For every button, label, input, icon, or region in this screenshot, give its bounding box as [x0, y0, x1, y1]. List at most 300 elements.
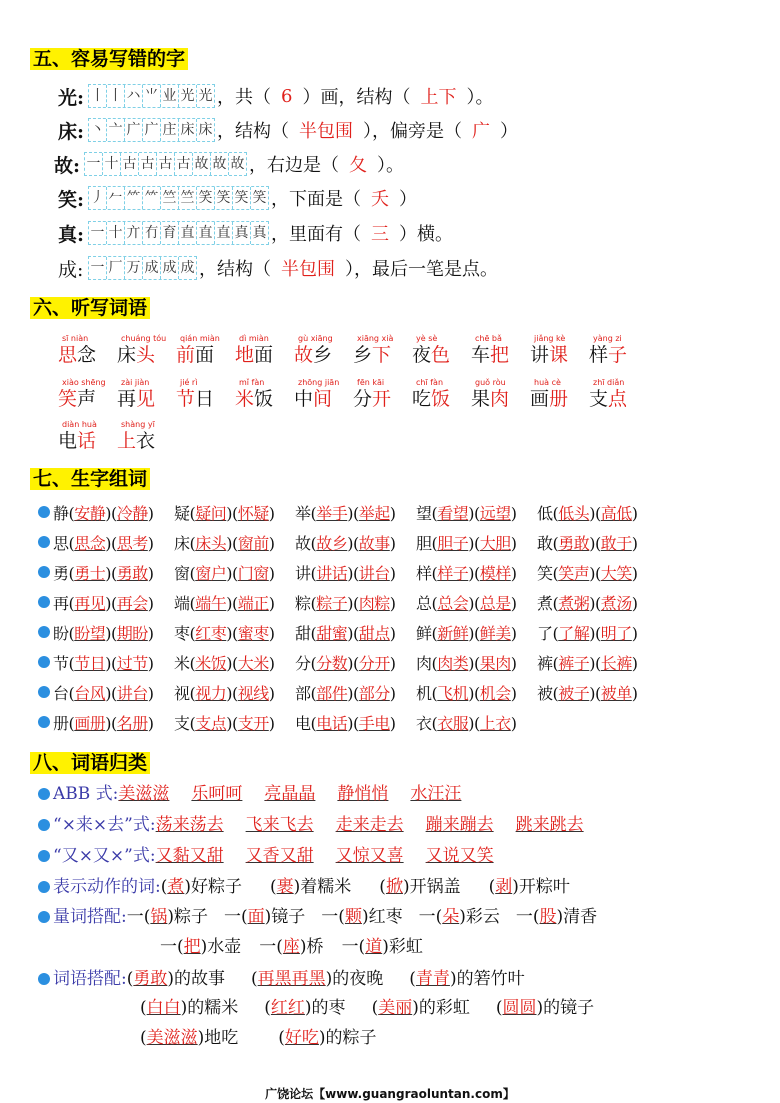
pair-text: (: [140, 998, 147, 1018]
group-paren: )(: [589, 563, 601, 583]
group-word: 肉粽: [358, 593, 390, 613]
stroke-step: 光: [179, 85, 197, 107]
stroke-order-boxes: [88, 221, 269, 245]
word-char: 支: [589, 388, 609, 410]
word-text: [412, 388, 471, 410]
group-paren: )(: [468, 503, 480, 523]
pair-answer: 煮: [167, 877, 185, 897]
category-line: [140, 1023, 377, 1051]
pair-text: 一(: [341, 937, 366, 957]
word-char: 思: [58, 344, 78, 366]
stroke-step: 厂: [107, 257, 125, 279]
bullet-dot-icon: [38, 850, 50, 862]
group-paren: ): [510, 683, 517, 703]
stroke-step: 丨: [107, 85, 125, 107]
stroke-step: 故: [211, 153, 229, 175]
group-row: [38, 528, 658, 556]
group-row: [38, 588, 658, 616]
pair-text: (: [264, 998, 271, 1018]
pair-item: [270, 877, 351, 897]
word-char: 念: [77, 344, 97, 366]
group-word: 机会: [479, 683, 511, 703]
pair-answer: 把: [183, 937, 201, 957]
group-paren: ): [389, 683, 396, 703]
pinyin: zhī diǎn: [593, 378, 625, 387]
word-char: 中: [294, 388, 314, 410]
pair-text: 一(: [160, 937, 184, 957]
group-paren: )(: [226, 503, 238, 523]
group-paren: (: [431, 503, 438, 523]
group-paren: )(: [105, 533, 117, 553]
stroke-step: 万: [125, 257, 143, 279]
bullet-dot-icon: [38, 686, 50, 698]
stroke-step: 丿: [89, 187, 107, 209]
word-text: [58, 430, 117, 452]
group-row: [38, 648, 658, 676]
group-word: 煮粥: [558, 593, 590, 613]
stroke-answer: 夂: [349, 155, 367, 176]
group-paren: (: [431, 683, 438, 703]
group-paren: ): [389, 653, 396, 673]
group-word: 支开: [237, 713, 269, 733]
group-paren: )(: [589, 503, 601, 523]
group-paren: (: [552, 683, 559, 703]
group-item: [174, 711, 295, 734]
group-word: 再会: [116, 593, 148, 613]
word-char: 头: [136, 344, 156, 366]
group-word: 节日: [74, 653, 106, 673]
group-paren: )(: [226, 623, 238, 643]
stroke-step: 光: [198, 88, 213, 104]
pinyin: shàng yī: [121, 420, 155, 429]
dictation-word: [412, 334, 471, 366]
group-item: [174, 501, 295, 524]
category-word: 又惊又喜: [335, 846, 404, 866]
word-char: 夜: [412, 344, 432, 366]
stroke-order-boxes: [88, 118, 215, 142]
group-paren: (: [68, 623, 75, 643]
group-item: [537, 531, 658, 554]
group-row: [38, 678, 658, 706]
group-char: 裤: [537, 653, 553, 673]
pair-answer: 颗: [344, 907, 362, 927]
pair-item: [409, 969, 524, 989]
group-item: [53, 591, 174, 614]
stroke-step: 𠂉: [107, 187, 125, 209]
stroke-text: ，右边是（: [249, 155, 339, 176]
pair-text: 一(: [321, 907, 345, 927]
word-text: [117, 344, 176, 366]
stroke-step: 一: [89, 257, 107, 279]
pinyin: jié rì: [180, 378, 198, 387]
stroke-step: 一: [89, 222, 107, 244]
pair-text: )的枣: [304, 998, 346, 1018]
pair-text: (: [379, 877, 386, 897]
bullet-dot-icon: [38, 536, 50, 548]
category-word: 蹦来蹦去: [425, 815, 494, 835]
stroke-text: ）。: [466, 87, 494, 108]
word-char: 车: [471, 344, 491, 366]
stroke-step: 十: [103, 153, 121, 175]
group-paren: ): [389, 713, 396, 733]
group-char: 衣: [416, 713, 432, 733]
group-word: 分开: [358, 653, 390, 673]
word-char: 笑: [58, 388, 78, 410]
pair-text: )红枣: [361, 907, 403, 927]
group-paren: ): [147, 533, 154, 553]
stroke-step: 丨: [89, 85, 107, 107]
dictation-row: [58, 378, 648, 410]
stroke-order-boxes: [84, 152, 247, 176]
dictation-word: [412, 378, 471, 410]
word-char: 床: [117, 344, 137, 366]
group-paren: ): [389, 623, 396, 643]
group-word: 门窗: [237, 563, 269, 583]
group-char: 被: [537, 683, 553, 703]
group-item: [295, 651, 416, 674]
dictation-word: [530, 378, 589, 410]
group-paren: (: [68, 683, 75, 703]
group-word: 总会: [437, 593, 469, 613]
group-word: 冷静: [116, 503, 148, 523]
word-char: 米: [235, 388, 255, 410]
group-word: 明了: [600, 623, 632, 643]
group-word: 期盼: [116, 623, 148, 643]
stroke-text: ），偏旁是（: [363, 121, 462, 142]
stroke-text: ）: [500, 121, 518, 142]
stroke-row: [58, 217, 453, 249]
category-line: [38, 872, 570, 900]
group-char: 疑: [174, 503, 190, 523]
pair-item: [140, 1028, 238, 1048]
stroke-step: 古: [139, 153, 157, 175]
category-word: 水汪汪: [410, 784, 462, 804]
pair-answer: 红红: [270, 998, 305, 1018]
group-paren: (: [189, 653, 196, 673]
category-label: “×来×去”式:: [53, 815, 156, 835]
group-char: 分: [295, 653, 311, 673]
word-char: 色: [431, 344, 451, 366]
pinyin: huà cè: [534, 378, 561, 387]
group-word: 总是: [479, 593, 511, 613]
group-item: [53, 561, 174, 584]
group-word: 飞机: [437, 683, 469, 703]
pair-text: 一(: [126, 907, 151, 927]
group-char: 电: [295, 713, 311, 733]
group-char: 讲: [295, 563, 311, 583]
group-paren: )(: [105, 683, 117, 703]
pair-answer: 圆圆: [502, 998, 537, 1018]
category-word: 跳来跳去: [515, 815, 584, 835]
word-char: 节: [176, 388, 196, 410]
dictation-word: [117, 334, 176, 366]
group-word: 果肉: [479, 653, 511, 673]
word-char: 点: [608, 388, 628, 410]
word-text: [471, 344, 530, 366]
word-char: 间: [313, 388, 333, 410]
dictation-word: [58, 334, 117, 366]
stroke-character: 故:: [54, 154, 81, 177]
group-item: [295, 531, 416, 554]
group-char: 端: [174, 593, 190, 613]
word-char: 衣: [136, 430, 156, 452]
pair-answer: 美丽: [378, 998, 413, 1018]
pinyin: xiāng xià: [357, 334, 394, 343]
group-paren: )(: [226, 683, 238, 703]
group-word: 支点: [195, 713, 227, 733]
word-text: [589, 388, 648, 410]
dictation-word: [117, 420, 176, 452]
word-char: 样: [589, 344, 609, 366]
group-paren: (: [310, 623, 317, 643]
pair-answer: 座: [282, 937, 300, 957]
group-paren: )(: [589, 623, 601, 643]
group-word: 端午: [195, 593, 227, 613]
stroke-step: 亠: [107, 119, 125, 141]
stroke-step: 真: [233, 222, 251, 244]
stroke-answer: 6: [281, 85, 293, 107]
stroke-step: ⺮: [143, 187, 161, 209]
group-word: 举起: [358, 503, 390, 523]
group-paren: )(: [347, 713, 359, 733]
group-paren: )(: [105, 653, 117, 673]
group-word: 米饭: [195, 653, 227, 673]
group-paren: ): [147, 563, 154, 583]
group-item: [295, 591, 416, 614]
pinyin: qián miàn: [180, 334, 220, 343]
group-paren: )(: [347, 563, 359, 583]
word-char: 电: [58, 430, 78, 452]
group-word: 再见: [74, 593, 106, 613]
group-char: 勇: [53, 563, 69, 583]
word-char: 吃: [412, 388, 432, 410]
stroke-character: 笑:: [58, 188, 85, 211]
group-paren: (: [431, 713, 438, 733]
group-item: [416, 681, 537, 704]
group-word: 远望: [479, 503, 511, 523]
group-item: [53, 501, 174, 524]
dictation-word: [589, 334, 648, 366]
pair-text: 一(: [224, 907, 248, 927]
group-paren: (: [431, 593, 438, 613]
group-word: 视力: [195, 683, 227, 703]
section-5-title: 五、容易写错的字: [30, 44, 188, 71]
group-paren: (: [552, 623, 559, 643]
group-paren: ): [389, 503, 396, 523]
pair-answer: 青青: [415, 969, 450, 989]
category-line: [38, 810, 584, 838]
stroke-step: 古: [121, 153, 139, 175]
group-paren: ): [510, 533, 517, 553]
stroke-row: [58, 182, 417, 214]
pinyin: sī niàn: [62, 334, 89, 343]
pinyin: guǒ ròu: [475, 378, 506, 387]
group-item: [537, 561, 658, 584]
group-item: [416, 591, 537, 614]
word-text: [530, 388, 589, 410]
dictation-word: [353, 378, 412, 410]
word-text: [471, 388, 530, 410]
pair-item: [278, 1028, 376, 1048]
group-paren: (: [431, 653, 438, 673]
stroke-row: [58, 252, 498, 284]
group-item: [416, 561, 537, 584]
group-paren: (: [310, 563, 317, 583]
group-paren: )(: [226, 533, 238, 553]
section-7-title: 七、生字组词: [30, 464, 150, 491]
group-item: [416, 711, 537, 734]
word-text: [58, 344, 117, 366]
stroke-step: 竺: [161, 187, 179, 209]
group-char: 总: [416, 593, 432, 613]
word-char: 面: [195, 344, 215, 366]
footer: 广饶论坛【www.guangraoluntan.com】: [265, 1087, 515, 1101]
group-paren: (: [552, 593, 559, 613]
group-paren: ): [268, 713, 275, 733]
pair-answer: 掀: [385, 877, 403, 897]
group-word: 安静: [74, 503, 106, 523]
stroke-step: 真: [252, 225, 267, 241]
pair-text: )的彩虹: [412, 998, 470, 1018]
bullet-dot-icon: [38, 973, 50, 985]
word-char: 故: [294, 344, 314, 366]
group-item: [174, 621, 295, 644]
group-word: 新鲜: [437, 623, 469, 643]
stroke-step: 竺: [179, 187, 197, 209]
group-item: [537, 681, 658, 704]
pair-item: [251, 969, 383, 989]
pinyin: chuáng tóu: [121, 334, 167, 343]
group-word: 看望: [437, 503, 469, 523]
group-paren: ): [268, 653, 275, 673]
group-paren: ): [510, 503, 517, 523]
pair-text: )的粽子: [318, 1028, 377, 1048]
category-word: 亮晶晶: [264, 784, 316, 804]
group-paren: )(: [226, 713, 238, 733]
group-paren: (: [68, 503, 75, 523]
stroke-order-boxes: [88, 84, 215, 108]
group-paren: ): [631, 593, 638, 613]
pair-item: [160, 937, 241, 957]
group-char: 再: [53, 593, 69, 613]
stroke-answer: 三: [371, 224, 389, 245]
group-paren: ): [389, 563, 396, 583]
group-paren: (: [431, 533, 438, 553]
group-paren: )(: [589, 533, 601, 553]
group-char: 故: [295, 533, 311, 553]
dictation-word: [58, 420, 117, 452]
stroke-step: 直: [215, 222, 233, 244]
group-word: 视线: [237, 683, 269, 703]
dictation-word: [294, 334, 353, 366]
category-word: 走来走去: [335, 815, 404, 835]
group-paren: )(: [468, 593, 480, 613]
group-item: [174, 651, 295, 674]
group-paren: ): [389, 593, 396, 613]
word-text: [589, 344, 648, 366]
pair-text: )开粽叶: [512, 877, 570, 897]
group-paren: ): [268, 683, 275, 703]
word-char: 开: [372, 388, 392, 410]
group-word: 窗前: [237, 533, 269, 553]
pair-answer: 朵: [442, 907, 460, 927]
group-word: 低头: [558, 503, 590, 523]
group-paren: (: [310, 713, 317, 733]
group-word: 怀疑: [237, 503, 269, 523]
bullet-dot-icon: [38, 506, 50, 518]
group-word: 讲话: [316, 563, 348, 583]
group-paren: ): [147, 593, 154, 613]
word-char: 果: [471, 388, 491, 410]
word-char: 讲: [530, 344, 550, 366]
group-paren: (: [68, 653, 75, 673]
word-char: 饭: [254, 388, 274, 410]
group-word: 模样: [479, 563, 511, 583]
dictation-word: [235, 378, 294, 410]
bullet-dot-icon: [38, 881, 50, 893]
category-line: [160, 932, 423, 960]
stroke-step: 古: [175, 153, 193, 175]
group-paren: ): [631, 503, 638, 523]
group-char: 机: [416, 683, 432, 703]
group-paren: (: [189, 713, 196, 733]
group-char: 支: [174, 713, 190, 733]
bullet-dot-icon: [38, 626, 50, 638]
word-char: 声: [77, 388, 97, 410]
stroke-step: 笑: [233, 187, 251, 209]
group-char: 敢: [537, 533, 553, 553]
stroke-text: ）。: [377, 155, 404, 176]
group-paren: (: [68, 593, 75, 613]
group-item: [53, 681, 174, 704]
group-paren: )(: [226, 653, 238, 673]
dictation-word: [235, 334, 294, 366]
category-word: 静悄悄: [337, 784, 389, 804]
pair-text: )清香: [556, 907, 598, 927]
group-paren: (: [189, 563, 196, 583]
category-word: 飞来飞去: [245, 815, 314, 835]
group-paren: )(: [468, 563, 480, 583]
word-char: 肉: [490, 388, 510, 410]
group-word: 大胆: [479, 533, 511, 553]
pair-text: )开锅盖: [402, 877, 461, 897]
group-char: 笑: [537, 563, 553, 583]
pair-text: )粽子: [167, 907, 209, 927]
group-word: 长裤: [600, 653, 632, 673]
group-word: 敢于: [600, 533, 632, 553]
group-paren: ): [268, 533, 275, 553]
word-char: 画: [530, 388, 550, 410]
word-text: [117, 430, 176, 452]
pair-answer: 勇敢: [133, 969, 168, 989]
stroke-step: 十: [107, 222, 125, 244]
dictation-word: [530, 334, 589, 366]
pair-item: [496, 998, 594, 1018]
group-char: 粽: [295, 593, 311, 613]
group-item: [53, 711, 174, 734]
dictation-word: [471, 334, 530, 366]
group-word: 故乡: [316, 533, 348, 553]
word-text: [176, 344, 235, 366]
word-char: 册: [549, 388, 569, 410]
word-char: 日: [195, 388, 215, 410]
group-paren: ): [631, 563, 638, 583]
group-paren: ): [147, 713, 154, 733]
group-paren: (: [431, 563, 438, 583]
group-paren: ): [510, 593, 517, 613]
group-paren: ): [268, 503, 275, 523]
stroke-step: ハ: [125, 85, 143, 107]
